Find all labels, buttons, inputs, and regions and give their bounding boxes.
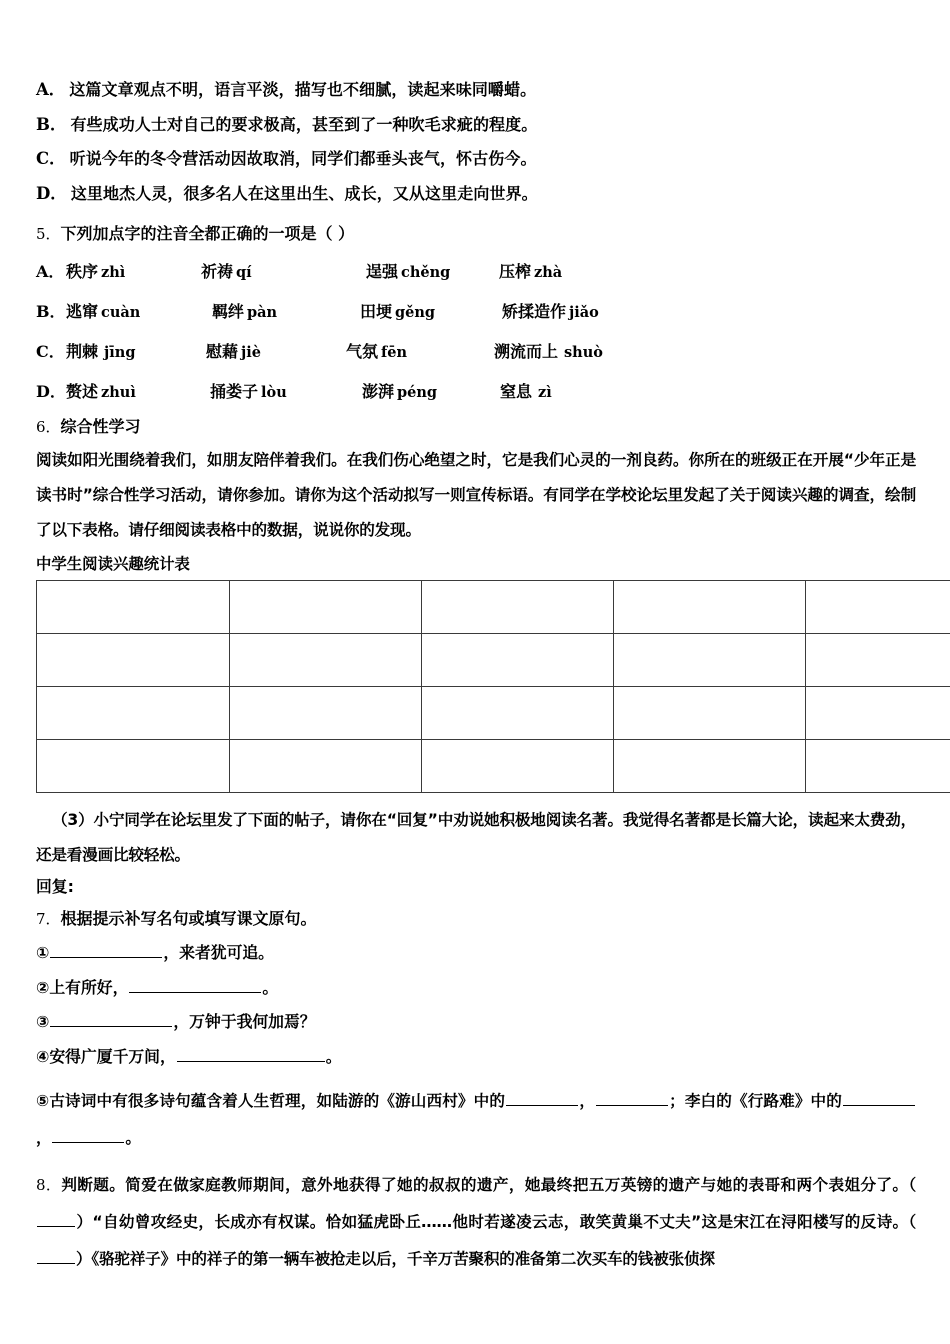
pinyin-word: 压榨 — [499, 262, 532, 281]
question-7-number: 7． — [36, 909, 61, 928]
fill-item-1[interactable] — [36, 944, 916, 961]
table-row — [37, 740, 950, 793]
item-marker: ② — [36, 977, 50, 997]
pinyin-item — [66, 259, 201, 282]
option-row-q5-b[interactable] — [36, 299, 916, 322]
item-marker: ③ — [36, 1012, 50, 1032]
option-row-q5-a[interactable] — [36, 259, 916, 282]
question-7-stem — [36, 908, 916, 928]
judgement-blank[interactable] — [37, 1213, 75, 1227]
pinyin-reading: fēn — [381, 344, 408, 361]
question-7-stem-text: 根据提示补写名句或填写课文原句。 — [60, 908, 317, 928]
item-text: 上有所好， — [49, 977, 129, 997]
reply-label: 回复: — [36, 877, 74, 896]
table-cell — [614, 634, 806, 687]
answer-blank[interactable] — [506, 1092, 578, 1106]
page-content — [36, 82, 916, 1278]
table-cell — [230, 634, 422, 687]
pinyin-word: 气氛 — [346, 342, 379, 361]
pinyin-reading: zhà — [534, 264, 563, 281]
pinyin-item — [212, 299, 360, 322]
pinyin-reading: lòu — [261, 384, 287, 401]
table-col-header-3 — [614, 581, 806, 634]
answer-blank[interactable] — [52, 1129, 124, 1143]
pinyin-word: 羁绊 — [212, 302, 245, 321]
table-cell — [806, 634, 950, 687]
pinyin-item — [500, 379, 552, 402]
item-text-4: ， — [36, 1128, 52, 1147]
pinyin-item — [201, 259, 366, 282]
table-row-header — [37, 634, 230, 687]
pinyin-item — [360, 299, 502, 322]
option-label-b: B． — [36, 302, 66, 321]
pinyin-item — [346, 339, 494, 362]
pinyin-item — [494, 339, 603, 362]
option-row-q4-c[interactable] — [36, 151, 916, 168]
table-caption: 中学生阅读兴趣统计表 — [36, 555, 190, 573]
question-5-number: 5． — [36, 225, 61, 243]
pinyin-reading: zì — [538, 384, 552, 401]
option-label-c: C． — [36, 149, 66, 168]
item-text-3: ；李白的《行路难》中的 — [669, 1091, 842, 1110]
table-col-header-4 — [806, 581, 950, 634]
table-corner-cell — [37, 581, 230, 634]
pinyin-reading: chěng — [401, 264, 451, 281]
option-text-c: 听说今年的冬令营活动因故取消，同学们都垂头丧气，怀古伤今。 — [69, 149, 537, 168]
table-cell — [422, 740, 614, 793]
pinyin-item — [66, 379, 210, 402]
item-text-end: 。 — [325, 1047, 342, 1067]
pinyin-word: 祈祷 — [201, 262, 234, 281]
question-8-body — [36, 1167, 916, 1278]
table-cell — [614, 740, 806, 793]
pinyin-item — [502, 299, 599, 322]
pinyin-reading: gěng — [395, 304, 436, 321]
pinyin-reading: jīng — [104, 344, 136, 361]
table-row-header — [37, 687, 230, 740]
table-row — [37, 634, 950, 687]
pinyin-reading: shuò — [564, 344, 603, 361]
pinyin-word: 逃窜 — [66, 302, 99, 321]
item-text: 安得广厦千万间， — [49, 1047, 176, 1067]
option-row-q4-b[interactable] — [36, 114, 916, 134]
pinyin-reading: péng — [397, 384, 438, 401]
pinyin-word: 秩序 — [66, 262, 99, 281]
answer-blank[interactable] — [50, 944, 162, 958]
item-marker: ⑤ — [36, 1091, 50, 1110]
question-6-body: 阅读如阳光围绕着我们，如朋友陪伴着我们。在我们伤心绝望之时，它是我们心灵的一剂良药。你所在的班级正在开展“少年正是读书时”综合性学习活动，请你参加。请你为这个活动拟写一则宣传标语。有同学在学校论坛里发起了关于阅读兴趣的调查，绘制了以下表格。请仔细阅读表格中的数据，说说你的发现。 — [36, 451, 916, 539]
judgement-blank[interactable] — [37, 1250, 75, 1264]
answer-blank[interactable] — [50, 1013, 172, 1027]
pinyin-item — [362, 379, 500, 402]
item-text: ，来者犹可追。 — [163, 942, 274, 962]
pinyin-word: 溯流而上 — [494, 342, 559, 361]
item-text-end: 。 — [262, 977, 279, 997]
option-text-b: 有些成功人士对自己的要求极高，甚至到了一种吹毛求疵的程度。 — [70, 114, 538, 134]
option-label-d: D． — [36, 183, 67, 203]
option-text-d: 这里地杰人灵，很多名人在这里出生、成长，又从这里走向世界。 — [70, 183, 538, 203]
fill-item-5[interactable] — [36, 1083, 916, 1157]
pinyin-word: 田埂 — [360, 302, 393, 321]
question-6-title: 综合性学习 — [60, 417, 141, 436]
option-row-q4-d[interactable] — [36, 183, 916, 203]
item-marker: ④ — [36, 1047, 50, 1067]
table-cell — [614, 687, 806, 740]
table-cell — [230, 687, 422, 740]
pinyin-reading: pàn — [247, 304, 278, 321]
fill-item-2[interactable] — [36, 979, 916, 996]
option-label-c: C． — [36, 342, 65, 361]
reading-interest-table — [36, 580, 950, 793]
question-8-part-2: ）“自幼曾攻经史，长成亦有权谋。恰如猛虎卧丘……他时若遂凌云志，敢笑黄巢不丈夫”这是宋江在浔阳楼写的反诗。（ — [76, 1212, 916, 1231]
option-row-q5-c[interactable] — [36, 339, 916, 362]
pinyin-item — [499, 259, 562, 282]
question-8-part-1: 判断题。简爱在做家庭教师期间，意外地获得了她的叔叔的遗产，她最终把五万英镑的遗产与她的表哥和两个表姐分了。（ — [61, 1175, 916, 1194]
option-label-b: B． — [36, 114, 67, 134]
option-row-q4-a[interactable] — [36, 82, 916, 99]
table-cell — [230, 740, 422, 793]
answer-blank[interactable] — [177, 1048, 325, 1062]
pinyin-item — [366, 259, 499, 282]
pinyin-reading: jiè — [241, 344, 261, 361]
question-6-number: 6． — [36, 418, 61, 436]
pinyin-reading: zhuì — [101, 384, 136, 401]
pinyin-item — [66, 299, 212, 322]
pinyin-word: 荆棘 — [66, 342, 99, 361]
table-cell — [806, 740, 950, 793]
table-cell — [806, 687, 950, 740]
question-6-stem — [36, 419, 916, 435]
table-row-header — [37, 740, 230, 793]
pinyin-word: 窒息 — [500, 382, 533, 401]
question-8-number: 8． — [36, 1175, 62, 1194]
pinyin-word: 逞强 — [366, 262, 399, 281]
pinyin-reading: zhì — [101, 264, 126, 281]
pinyin-item — [210, 379, 362, 402]
item-text-2: ， — [579, 1091, 596, 1110]
fill-item-3[interactable] — [36, 1013, 916, 1030]
pinyin-word: 慰藉 — [206, 342, 239, 361]
pinyin-item — [206, 339, 346, 362]
pinyin-reading: qí — [236, 264, 252, 281]
option-label-a: A． — [36, 80, 66, 99]
pinyin-word: 澎湃 — [362, 382, 395, 401]
fill-item-4[interactable] — [36, 1048, 916, 1065]
pinyin-word: 赘述 — [66, 382, 99, 401]
option-row-q5-d[interactable] — [36, 379, 916, 402]
table-cell — [422, 687, 614, 740]
pinyin-reading: jiǎo — [569, 304, 599, 321]
table-col-header-2 — [422, 581, 614, 634]
item-text-5: 。 — [125, 1128, 141, 1147]
option-label-a: A． — [36, 262, 65, 281]
table-cell — [422, 634, 614, 687]
pinyin-item — [66, 339, 206, 362]
item-text: ，万钟于我何加焉？ — [173, 1012, 316, 1032]
option-text-a: 这篇文章观点不明，语言平淡，描写也不细腻，读起来味同嚼蜡。 — [69, 80, 537, 99]
answer-blank[interactable] — [843, 1092, 915, 1106]
table-header-row — [37, 581, 950, 634]
table-col-header-1 — [230, 581, 422, 634]
item-text-1: 古诗词中有很多诗句蕴含着人生哲理，如陆游的《游山西村》中的 — [49, 1091, 506, 1110]
question-5-stem — [36, 226, 916, 242]
answer-blank[interactable] — [596, 1092, 668, 1106]
question-5-stem-text: 下列加点字的注音全都正确的一项是（ ） — [60, 224, 355, 243]
option-label-d: D． — [36, 382, 66, 401]
pinyin-word: 捅娄子 — [210, 382, 259, 401]
question-8-part-3: ）《骆驼祥子》中的祥子的第一辆车被抢走以后，千辛万苦聚积的准备第二次买车的钱被张侦探 — [76, 1249, 715, 1268]
table-row — [37, 687, 950, 740]
pinyin-reading: cuàn — [101, 304, 141, 321]
answer-blank[interactable] — [129, 979, 261, 993]
pinyin-word: 矫揉造作 — [502, 302, 567, 321]
item-marker: ① — [36, 942, 50, 962]
question-6-sub3: （3）小宁同学在论坛里发了下面的帖子，请你在“回复”中劝说她积极地阅读名著。我觉得名著都是长篇大论，读起来太费劲，还是看漫画比较轻松。 — [36, 811, 916, 864]
